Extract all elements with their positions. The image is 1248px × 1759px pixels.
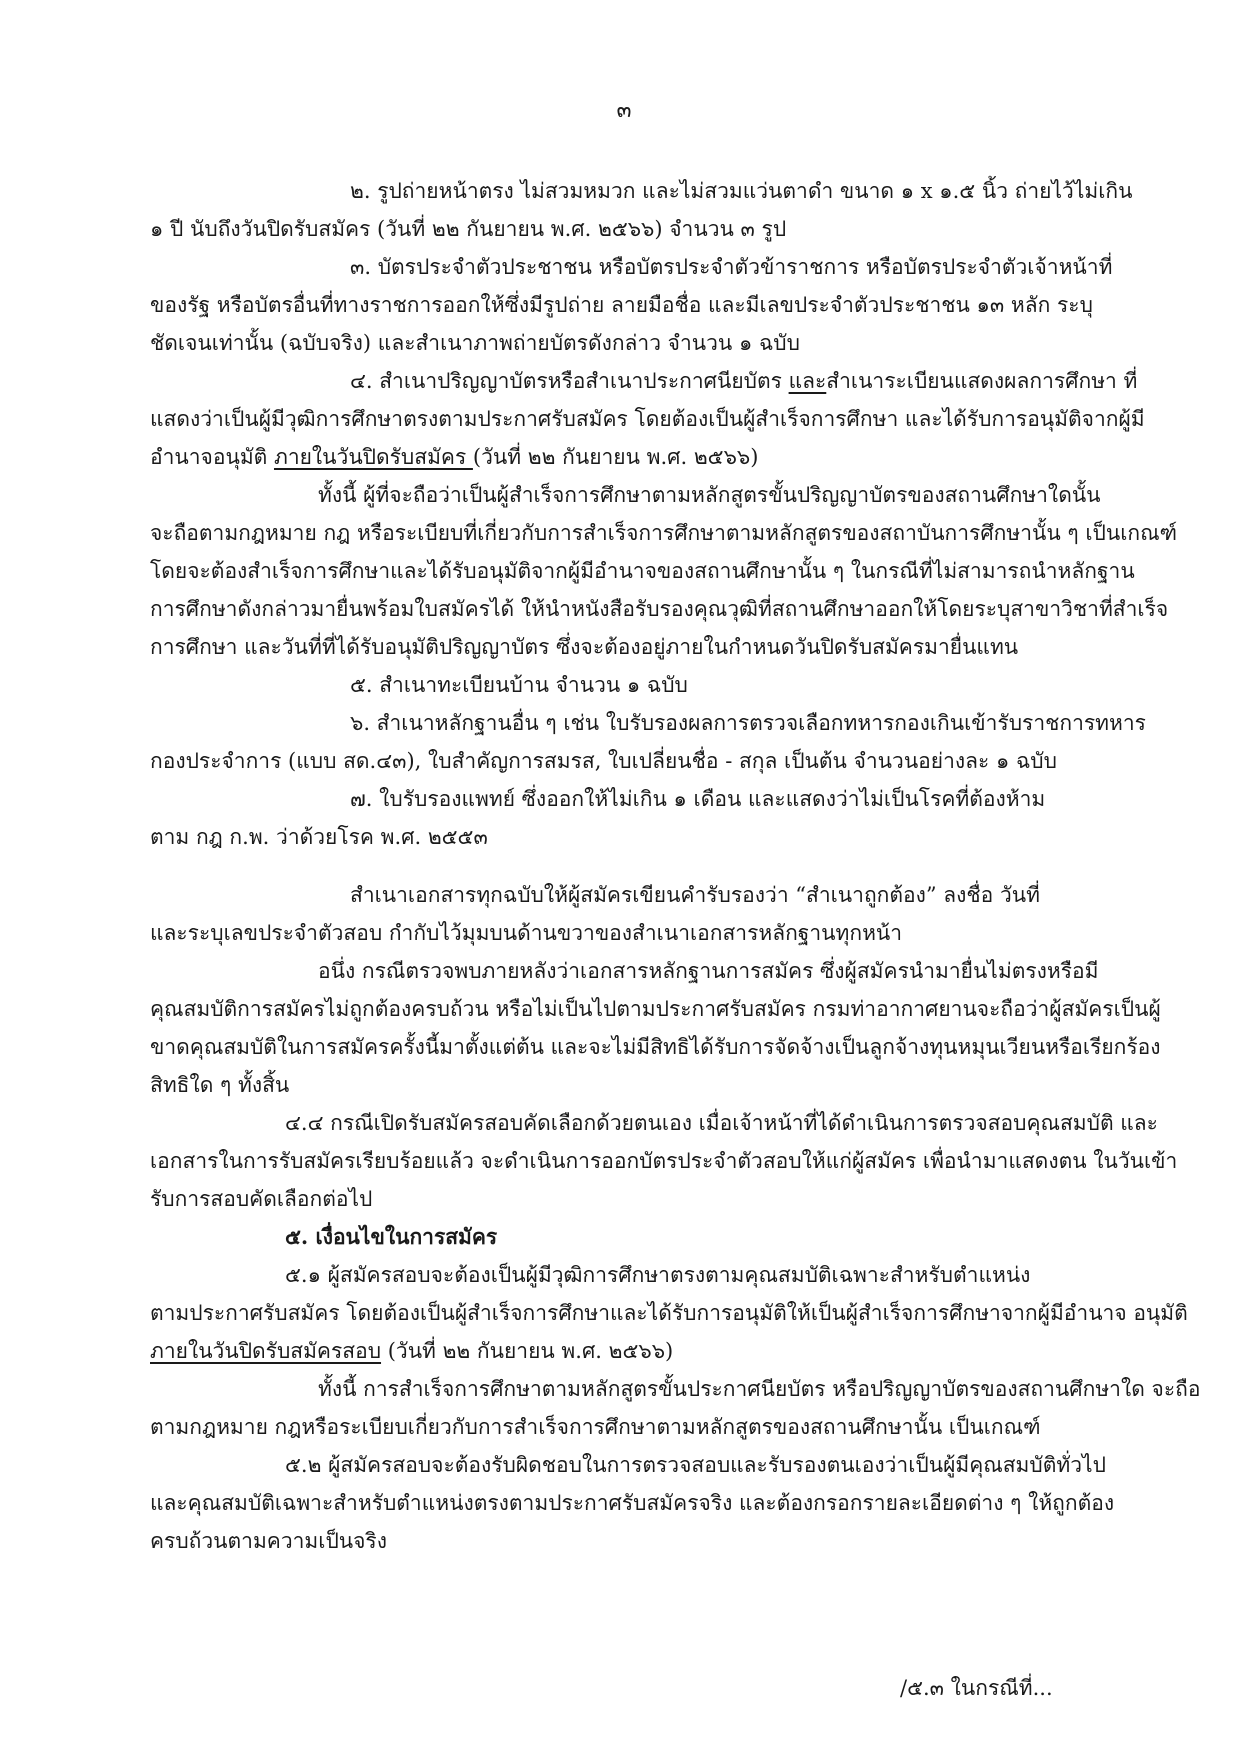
text-line — [150, 952, 1130, 990]
text-line — [150, 210, 1130, 248]
text-line — [150, 324, 1130, 362]
text-line — [150, 438, 1130, 476]
text-line — [150, 876, 1130, 914]
text-run: ทั้งนี้ ผู้ที่จะถือว่าเป็นผู้สำเร็จการศึกษาตามหลักสูตรขั้นปริญญาบัตรของสถานศึกษาใดนั้น — [318, 483, 1101, 507]
text-line — [150, 172, 1133, 210]
text-run: ๕.๒ ผู้สมัครสอบจะต้องรับผิดชอบในการตรวจสอบและรับรองตนเองว่าเป็นผู้มีคุณสมบัติทั่วไป — [285, 1453, 1106, 1477]
text-line — [150, 1522, 1130, 1560]
text-line — [150, 590, 1169, 628]
text-line — [150, 362, 1138, 400]
underlined-text: ภายในวันปิดรับสมัครสอบ — [150, 1339, 382, 1363]
text-line — [150, 1370, 1201, 1408]
text-run: ๔. สำเนาปริญญาบัตรหรือสำเนาประกาศนียบัตร — [350, 369, 789, 393]
text-run: การศึกษาดังกล่าวมายื่นพร้อมใบสมัครได้ ให้นำหนังสือรับรองคุณวุฒิที่สถานศึกษาออกให้โดยระบุสาขาวิชาที่สำเร็จ — [150, 597, 1169, 621]
continuation-note: /๕.๓ ในกรณีที่... — [900, 1676, 1053, 1700]
text-run: คุณสมบัติการสมัครไม่ถูกต้องครบถ้วน หรือไม่เป็นไปตามประกาศรับสมัคร กรมท่าอากาศยานจะถือว่าผู้สมัครเป็นผู้ — [150, 997, 1161, 1021]
text-run: แสดงว่าเป็นผู้มีวุฒิการศึกษาตรงตามประกาศรับสมัคร โดยต้องเป็นผู้สำเร็จการศึกษา และได้รับการอนุมัติจากผู้มี — [150, 407, 1145, 431]
text-run: ทั้งนี้ การสำเร็จการศึกษาตามหลักสูตรขั้นประกาศนียบัตร หรือปริญญาบัตรของสถานศึกษาใด จะถือ — [318, 1377, 1201, 1401]
text-run: ของรัฐ หรือบัตรอื่นที่ทางราชการออกให้ซึ่งมีรูปถ่าย ลายมือชื่อ และมีเลขประจำตัวประชาชน ๑๓ หลัก ระบุ — [150, 293, 1093, 317]
text-line — [150, 476, 1130, 514]
text-run: ๗. ใบรับรองแพทย์ ซึ่งออกให้ไม่เกิน ๑ เดือน และแสดงว่าไม่เป็นโรคที่ต้องห้าม — [350, 787, 1046, 811]
text-line — [150, 1028, 1161, 1066]
text-line — [150, 1256, 1130, 1294]
text-run: ขาดคุณสมบัติในการสมัครครั้งนี้มาตั้งแต่ต้น และจะไม่มีสิทธิได้รับการจัดจ้างเป็นลูกจ้างทุนหมุนเวียนหรือเรียกร้อง — [150, 1035, 1161, 1059]
text-run: และระบุเลขประจำตัวสอบ กำกับไว้มุมบนด้านขวาของสำเนาเอกสารหลักฐานทุกหน้า — [150, 921, 903, 945]
text-run: (วันที่ ๒๒ กันยายน พ.ศ. ๒๕๖๖) — [381, 1339, 674, 1363]
text-run: ๖. สำเนาหลักฐานอื่น ๆ เช่น ใบรับรองผลการตรวจเลือกทหารกองเกินเข้ารับราชการทหาร — [350, 711, 1146, 735]
text-run: ๓. บัตรประจำตัวประชาชน หรือบัตรประจำตัวข้าราชการ หรือบัตรประจำตัวเจ้าหน้าที่ — [350, 255, 1113, 279]
text-run: เอกสารในการรับสมัครเรียบร้อยแล้ว จะดำเนินการออกบัตรประจำตัวสอบให้แก่ผู้สมัคร เพื่อนำมาแสดงตน ในวันเข้า — [150, 1149, 1178, 1173]
paragraph-gap — [150, 856, 1130, 876]
underlined-text: ภายในวันปิดรับสมัคร — [273, 445, 473, 469]
text-line — [150, 1294, 1188, 1332]
text-line — [150, 1066, 1130, 1104]
text-line — [150, 818, 1130, 856]
text-line — [150, 1104, 1158, 1142]
text-run: ตามกฎหมาย กฎหรือระเบียบเกี่ยวกับการสำเร็จการศึกษาตามหลักสูตรของสถานศึกษานั้น เป็นเกณฑ์ — [150, 1415, 1041, 1439]
text-line — [150, 914, 1130, 952]
text-line — [150, 742, 1130, 780]
text-run: ตาม กฎ ก.พ. ว่าด้วยโรค พ.ศ. ๒๕๕๓ — [150, 825, 488, 849]
text-line — [150, 400, 1145, 438]
text-run: กองประจำการ (แบบ สด.๔๓), ใบสำคัญการสมรส, ใบเปลี่ยนชื่อ - สกุล เป็นต้น จำนวนอย่างละ ๑ ฉบับ — [150, 749, 1057, 773]
text-line — [150, 628, 1130, 666]
text-line — [150, 1332, 1130, 1370]
text-line — [150, 1446, 1130, 1484]
text-line — [150, 1484, 1130, 1522]
text-run: การศึกษา และวันที่ที่ได้รับอนุมัติปริญญาบัตร ซึ่งจะต้องอยู่ภายในกำหนดวันปิดรับสมัครมายื่นแทน — [150, 635, 1019, 659]
text-line — [150, 780, 1130, 818]
text-line — [150, 1180, 1130, 1218]
text-run: (วันที่ ๒๒ กันยายน พ.ศ. ๒๕๖๖) — [472, 445, 759, 469]
text-run: สำเนาระเบียนแสดงผลการศึกษา ที่ — [826, 369, 1138, 393]
text-line — [150, 990, 1161, 1028]
text-line — [150, 248, 1130, 286]
text-run: ๔.๔ กรณีเปิดรับสมัครสอบคัดเลือกด้วยตนเอง เมื่อเจ้าหน้าที่ได้ดำเนินการตรวจสอบคุณสมบัติ และ — [285, 1111, 1158, 1135]
text-line — [150, 286, 1130, 324]
text-line — [150, 704, 1146, 742]
text-run: จะถือตามกฎหมาย กฎ หรือระเบียบที่เกี่ยวกับการสำเร็จการศึกษาตามหลักสูตรของสถาบันการศึกษานั้น ๆ เป็นเกณฑ์ — [150, 521, 1178, 545]
text-run: อนึ่ง กรณีตรวจพบภายหลังว่าเอกสารหลักฐานการสมัคร ซึ่งผู้สมัครนำมายื่นไม่ตรงหรือมี — [318, 959, 1099, 983]
text-run: ๕.๑ ผู้สมัครสอบจะต้องเป็นผู้มีวุฒิการศึกษาตรงตามคุณสมบัติเฉพาะสำหรับตำแหน่ง — [285, 1263, 1031, 1287]
text-run: สำเนาเอกสารทุกฉบับให้ผู้สมัครเขียนคำรับรองว่า “สำเนาถูกต้อง” ลงชื่อ วันที่ — [350, 883, 1040, 907]
text-run: ตามประกาศรับสมัคร โดยต้องเป็นผู้สำเร็จการศึกษาและได้รับการอนุมัติให้เป็นผู้สำเร็จการศึกษาจากผู้มีอำนาจ อนุมัติ — [150, 1301, 1188, 1325]
text-run: และคุณสมบัติเฉพาะสำหรับตำแหน่งตรงตามประกาศรับสมัครจริง และต้องกรอกรายละเอียดต่าง ๆ ให้ถูกต้อง — [150, 1491, 1115, 1515]
text-run: อำนาจอนุมัติ — [150, 445, 274, 469]
text-line — [150, 1218, 1130, 1256]
text-line — [150, 552, 1135, 590]
text-run: ครบถ้วนตามความเป็นจริง — [150, 1529, 387, 1553]
text-run: ๕. สำเนาทะเบียนบ้าน จำนวน ๑ ฉบับ — [350, 673, 688, 697]
text-line — [150, 1142, 1178, 1180]
text-run: โดยจะต้องสำเร็จการศึกษาและได้รับอนุมัติจากผู้มีอำนาจของสถานศึกษานั้น ๆ ในกรณีที่ไม่สามารถนำหลักฐาน — [150, 559, 1135, 583]
text-run: ๑ ปี นับถึงวันปิดรับสมัคร (วันที่ ๒๒ กันยายน พ.ศ. ๒๕๖๖) จำนวน ๓ รูป — [150, 217, 787, 241]
text-run: สิทธิใด ๆ ทั้งสิ้น — [150, 1073, 290, 1097]
text-line — [150, 1408, 1130, 1446]
underlined-text: และ — [788, 369, 827, 393]
text-run: รับการสอบคัดเลือกต่อไป — [150, 1187, 373, 1211]
text-run: ๒. รูปถ่ายหน้าตรง ไม่สวมหมวก และไม่สวมแว่นตาดำ ขนาด ๑ x ๑.๕ นิ้ว ถ่ายไว้ไม่เกิน — [350, 179, 1133, 203]
text-line — [150, 514, 1178, 552]
document-body — [150, 172, 1201, 1560]
text-run: ชัดเจนเท่านั้น (ฉบับจริง) และสำเนาภาพถ่ายบัตรดังกล่าว จำนวน ๑ ฉบับ — [150, 331, 800, 355]
text-run: ๕. เงื่อนไขในการสมัคร — [285, 1224, 498, 1249]
text-line — [150, 666, 1130, 704]
page-number: ๓ — [616, 98, 632, 123]
